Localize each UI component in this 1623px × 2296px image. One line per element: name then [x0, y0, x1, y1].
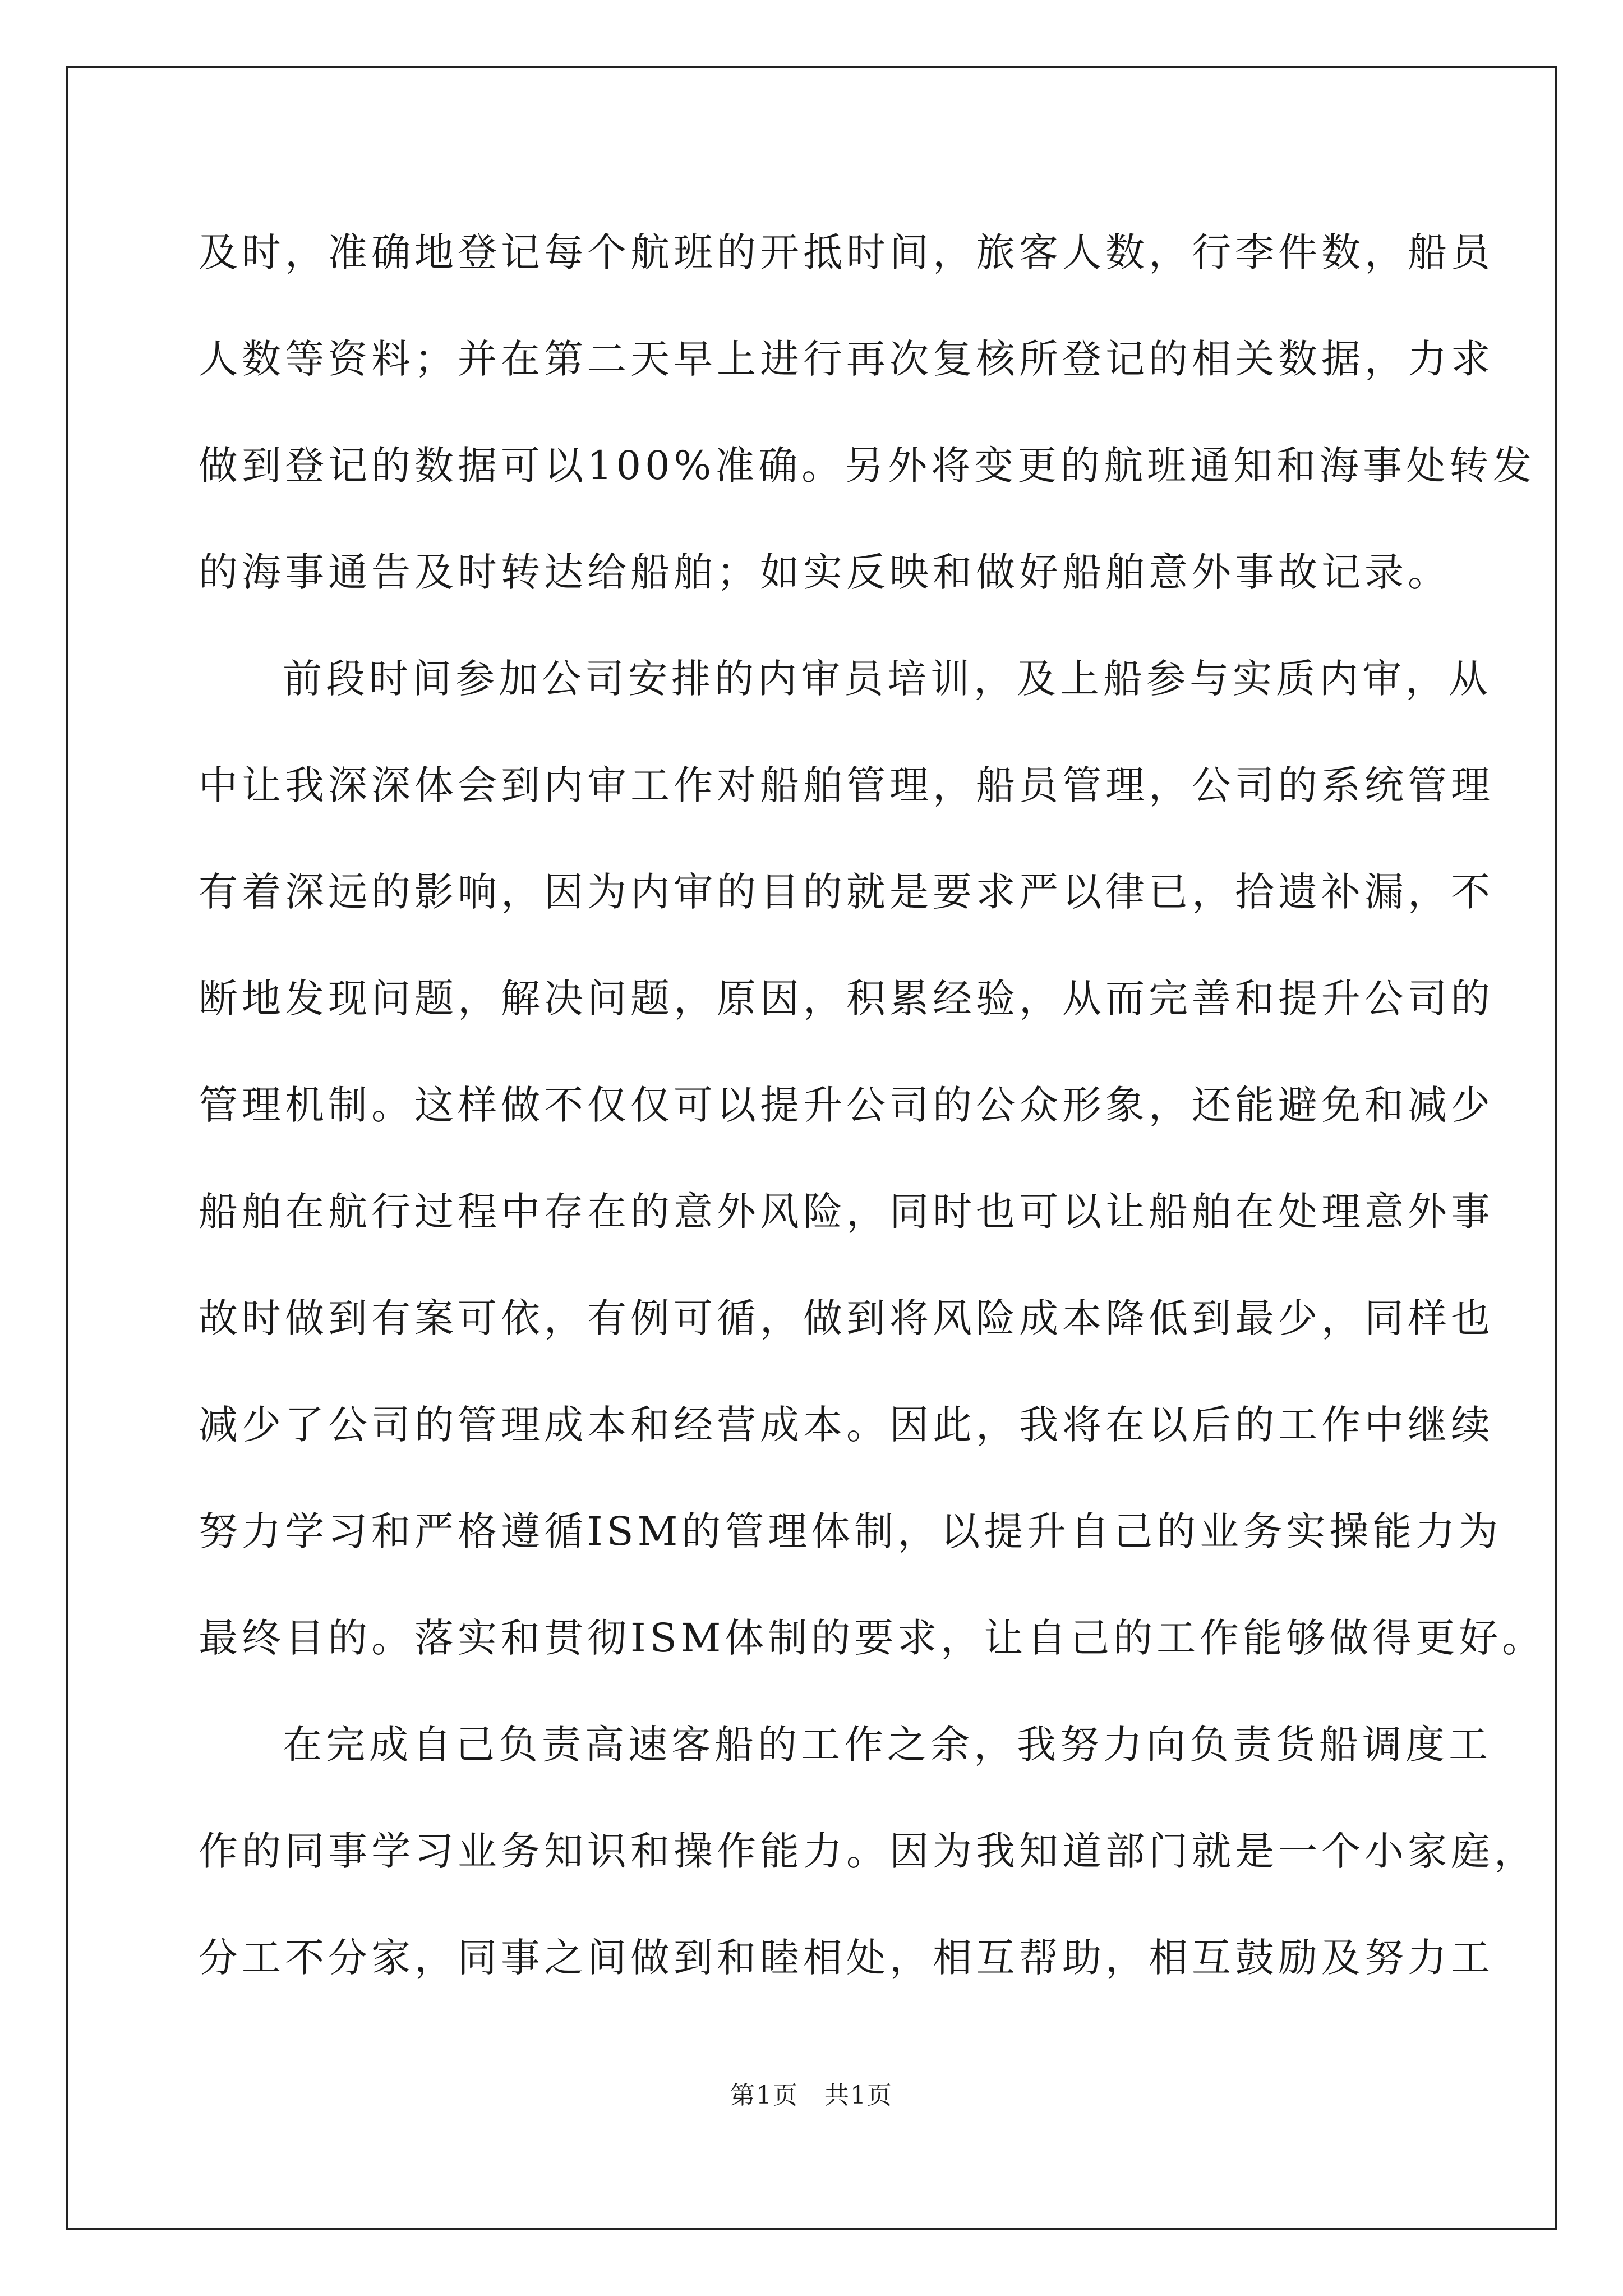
paragraph-start-line: 前段时间参加公司安排的内审员培训，及上船参与实质内审，从 [283, 656, 1492, 702]
text-line: 管理机制。这样做不仅仅可以提升公司的公众形象，还能避免和减少 [199, 1082, 1494, 1128]
text-line: 船舶在航行过程中存在的意外风险，同时也可以让船舶在处理意外事 [199, 1189, 1494, 1235]
text-line: 及时，准确地登记每个航班的开抵时间，旅客人数，行李件数，船员 [199, 229, 1494, 275]
text-line: 中让我深深体会到内审工作对船舶管理，船员管理，公司的系统管理 [199, 762, 1494, 808]
text-line: 作的同事学习业务知识和操作能力。因为我知道部门就是一个小家庭， [199, 1828, 1537, 1874]
text-line: 故时做到有案可依，有例可循，做到将风险成本降低到最少，同样也 [199, 1295, 1494, 1341]
text-line: 人数等资料；并在第二天早上进行再次复核所登记的相关数据，力求 [199, 336, 1494, 382]
text-line: 最终目的。落实和贯彻ISM体制的要求，让自己的工作能够做得更好。 [199, 1615, 1546, 1661]
text-line: 断地发现问题，解决问题，原因，积累经验，从而完善和提升公司的 [199, 976, 1494, 1022]
text-line: 减少了公司的管理成本和经营成本。因此，我将在以后的工作中继续 [199, 1402, 1494, 1448]
text-line: 努力学习和严格遵循ISM的管理体制，以提升自己的业务实操能力为 [199, 1508, 1502, 1554]
text-line: 的海事通告及时转达给船舶；如实反映和做好船舶意外事故记录。 [199, 549, 1451, 595]
text-line: 有着深远的影响，因为内审的目的就是要求严以律已，拾遗补漏，不 [199, 869, 1494, 915]
text-line: 做到登记的数据可以100%准确。另外将变更的航班通知和海事处转发 [199, 443, 1536, 489]
document-body [199, 199, 1546, 2011]
page-number: 第1页 共1页 [730, 2081, 893, 2110]
paragraph-start-line: 在完成自己负责高速客船的工作之余，我努力向负责货船调度工 [283, 1722, 1492, 1768]
text-line: 分工不分家，同事之间做到和睦相处，相互帮助，相互鼓励及努力工 [199, 1935, 1494, 1981]
